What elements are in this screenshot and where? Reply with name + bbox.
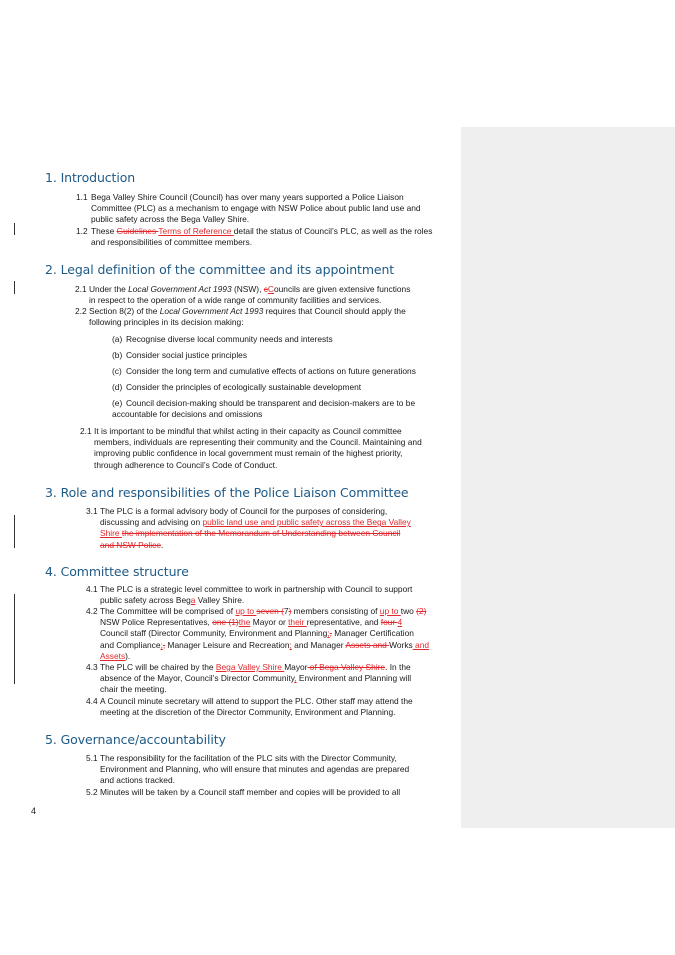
deleted-text: and NSW Police xyxy=(100,539,161,550)
page-number: 4 xyxy=(31,806,37,816)
comment-pane xyxy=(461,127,675,828)
heading-role-responsibilities: 3. Role and responsibilities of the Police Liaison Committee xyxy=(45,485,409,500)
inserted-text: public land use and public safety across the Bega Valley xyxy=(202,517,411,528)
heading-governance: 5. Governance/accountability xyxy=(45,732,226,747)
deleted-text: the implementation of the Memorandum of Understanding between Council xyxy=(121,528,401,539)
heading-legal-definition: 2. Legal definition of the committee and its appointment xyxy=(45,262,395,277)
inserted-text: Shire xyxy=(100,528,122,539)
change-bar xyxy=(14,594,15,684)
heading-introduction: 1. Introduction xyxy=(45,170,136,185)
change-bar xyxy=(14,515,15,548)
inserted-text: a xyxy=(190,595,196,606)
deleted-text: c xyxy=(263,284,268,294)
change-bar xyxy=(14,223,15,235)
inserted-text: Terms of Reference xyxy=(158,226,234,236)
heading-committee-structure: 4. Committee structure xyxy=(45,564,189,579)
inserted-text: C xyxy=(267,284,274,294)
change-bar xyxy=(14,281,15,294)
deleted-text: Guidelines xyxy=(116,226,159,236)
